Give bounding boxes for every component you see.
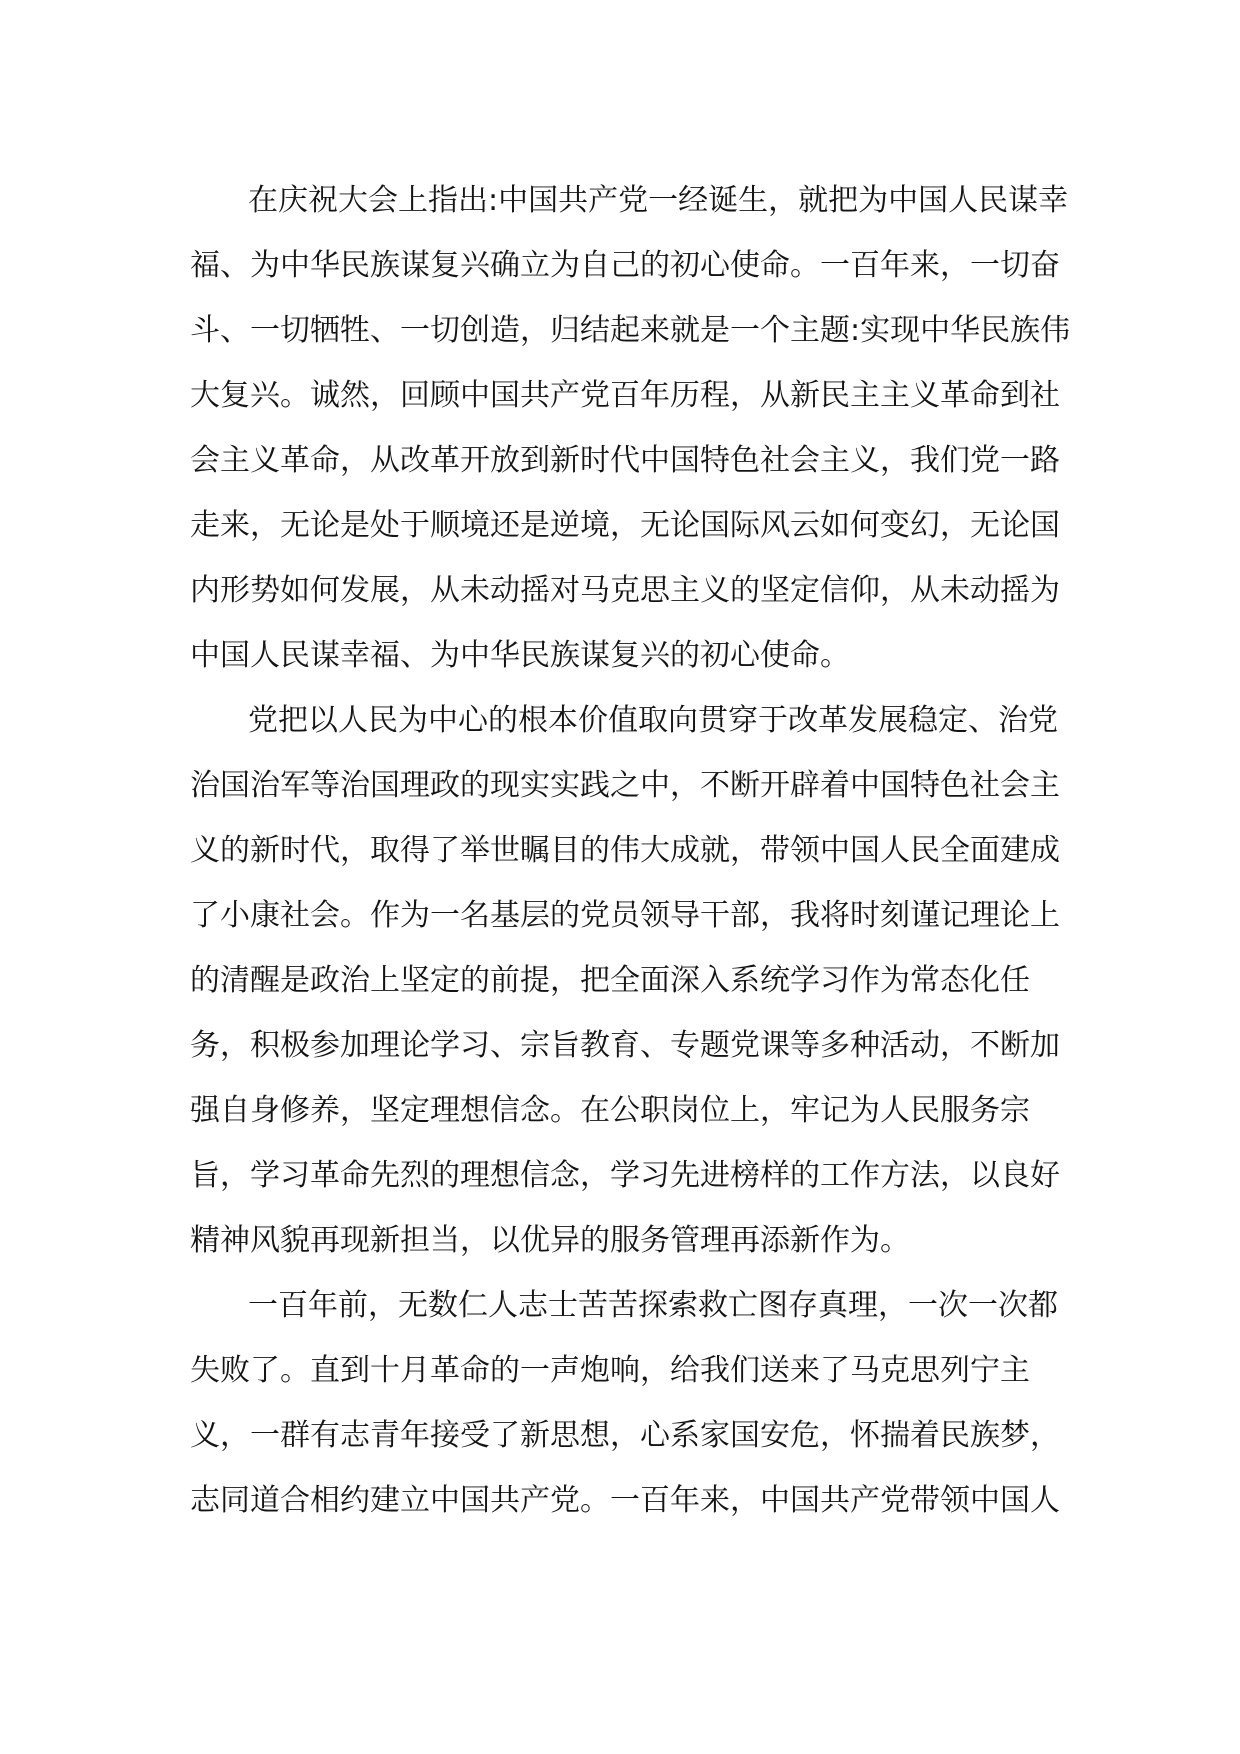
text-line: 旨，学习革命先烈的理想信念，学习先进榜样的工作方法，以良好	[190, 1158, 1060, 1193]
text-line: 会主义革命，从改革开放到新时代中国特色社会主义，我们党一路	[190, 443, 1060, 478]
paragraph-1	[190, 168, 1071, 688]
text-line: 义，一群有志青年接受了新思想，心系家国安危，怀揣着民族梦，	[190, 1418, 1060, 1453]
document-body	[190, 168, 1071, 1533]
text-line: 在庆祝大会上指出:中国共产党一经诞生，就把为中国人民谋幸	[248, 183, 1069, 218]
text-line: 大复兴。诚然，回顾中国共产党百年历程，从新民主主义革命到社	[190, 378, 1060, 413]
text-line: 失败了。直到十月革命的一声炮响，给我们送来了马克思列宁主	[190, 1353, 1030, 1388]
text-line: 党把以人民为中心的根本价值取向贯穿于改革发展稳定、治党	[248, 703, 1058, 738]
text-line: 强自身修养，坚定理想信念。在公职岗位上，牢记为人民服务宗	[190, 1093, 1030, 1128]
text-line: 走来，无论是处于顺境还是逆境，无论国际风云如何变幻，无论国	[190, 508, 1060, 543]
text-line: 了小康社会。作为一名基层的党员领导干部，我将时刻谨记理论上	[190, 898, 1060, 933]
text-line: 精神风貌再现新担当，以优异的服务管理再添新作为。	[190, 1223, 910, 1258]
text-line: 中国人民谋幸福、为中华民族谋复兴的初心使命。	[190, 638, 850, 673]
text-line: 的清醒是政治上坚定的前提，把全面深入系统学习作为常态化任	[190, 963, 1030, 998]
paragraph-2	[190, 688, 1060, 1273]
text-line: 内形势如何发展，从未动摇对马克思主义的坚定信仰，从未动摇为	[190, 573, 1060, 608]
text-line: 斗、一切牺牲、一切创造，归结起来就是一个主题:实现中华民族伟	[190, 313, 1071, 348]
text-line: 治国治军等治国理政的现实实践之中，不断开辟着中国特色社会主	[190, 768, 1060, 803]
text-line: 一百年前，无数仁人志士苦苦探索救亡图存真理，一次一次都	[248, 1288, 1058, 1323]
text-line: 志同道合相约建立中国共产党。一百年来，中国共产党带领中国人	[190, 1483, 1060, 1518]
text-line: 义的新时代，取得了举世瞩目的伟大成就，带领中国人民全面建成	[190, 833, 1060, 868]
text-line: 务，积极参加理论学习、宗旨教育、专题党课等多种活动，不断加	[190, 1028, 1060, 1063]
text-line: 福、为中华民族谋复兴确立为自己的初心使命。一百年来，一切奋	[190, 248, 1060, 283]
paragraph-3	[190, 1273, 1060, 1533]
